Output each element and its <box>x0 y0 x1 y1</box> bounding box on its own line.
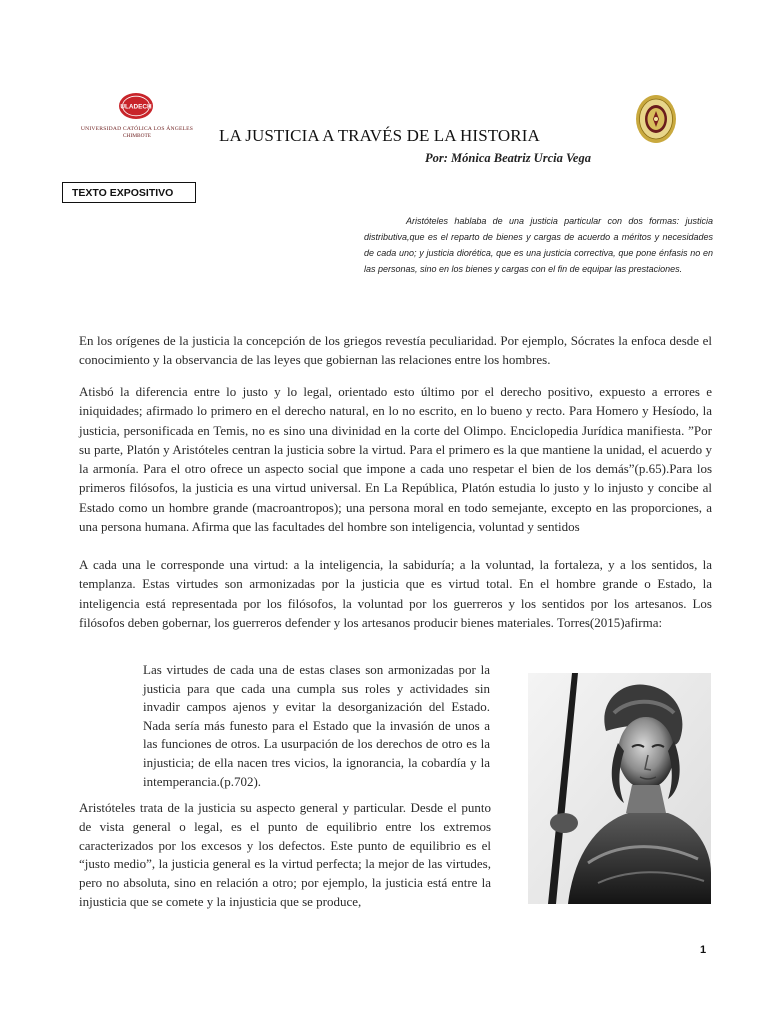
university-logo <box>78 92 196 146</box>
body-paragraph-1: En los orígenes de la justicia la concepción de los griegos revestía peculiaridad. Por ejemplo, Sócrates la enfoca desde el conocimiento y la observancia de las leyes que gobiernan las relaciones entre los hombres. <box>79 333 712 368</box>
body-paragraph-2: Atisbó la diferencia entre lo justo y lo legal, orientado esto último por el derecho positivo, expuesto a errores e iniquidades; afirmado lo primero en el derecho natural, en lo no escrito, en lo bueno y recto. Para Homero y Hesíodo, la justicia, personificada en Temis, no es sino una divinidad en la corte del Olimpo. Enciclopedia Jurídica manifiesta. ”Por su parte, Platón y Aristóteles centran la justicia sobre la virtud. Para el primero es la que mantiene la unidad, el acuerdo y la armonía. Para el otro ofrece un aspecto social que impone a cada uno respetar el bien de los demás”(p.65).Para los primeros filósofos, la justicia es una virtud universal. En La República, Platón estudia lo justo y lo injusto y concibe al Estado como un hombre grande (macroantropos); una persona moral en todo semejante, excepto en las proporciones, a una persona humana. Afirma que las facultades del hombre son inteligencia, voluntad y sentidos <box>79 384 712 535</box>
body-paragraph-3: A cada una le corresponde una virtud: a la inteligencia, la sabiduría; a la voluntad, la fortaleza, y a los sentidos, la templanza. Estas virtudes son armonizadas por la justicia que es virtud total. En el hombre grande o Estado, la inteligencia está representada por los filósofos, la voluntad por los guerreros y los sentidos por los artesanos. Los filósofos deben gobernar, los guerreros defender y los artesanos producir bienes materiales. Torres(2015)afirma: <box>79 557 712 630</box>
block-quote: Las virtudes de cada una de estas clases son armonizadas por la justicia para que cada una cumpla sus roles y actividades sin invadir campos ajenos y evitar la desorganización del Estado. Nada sería más funesto para el Estado que la invasión de unos a las funciones de otros. La usurpación de los derechos de otro es la injusticia; de ella nacen tres vicios, la ignorancia, la cobardía y la intemperancia.(p.702). <box>143 662 490 789</box>
abstract-paragraph: Aristóteles hablaba de una justicia particular con dos formas: justicia distributiva,que es el reparto de bienes y cargas de acuerdo a méritos y necesidades de cada uno; y justicia diorética, que es una justicia correctiva, que pone énfasis no en las personas, sino en los bienes y cargas con el fin de equipar las prestaciones. <box>364 216 713 274</box>
uladech-emblem-icon <box>116 92 156 120</box>
university-city: CHIMBOTE <box>122 133 152 139</box>
justice-statue-image <box>528 673 711 904</box>
body-paragraph-4: Aristóteles trata de la justicia su aspecto general y particular. Desde el punto de vista general o legal, es el punto de equilibrio entre los extremos caracterizados por los excesos y los defectos. Este punto de equilibrio es el “justo medio”, la justicia general es la virtud perfecta; la mejor de las virtudes, pero no absoluta, sino en relación a otro; por ejemplo, la justicia está entre la injusticia que se comete y la injusticia que se produce, <box>79 800 491 909</box>
author-byline: Por: Mónica Beatriz Urcia Vega <box>425 151 591 165</box>
document-title: LA JUSTICIA A TRAVÉS DE LA HISTORIA <box>219 126 540 145</box>
seal-icon <box>634 94 678 144</box>
university-name: UNIVERSIDAD CATÓLICA LOS ÁNGELES <box>80 126 194 132</box>
genre-label: TEXTO EXPOSITIVO <box>62 182 196 203</box>
page-number: 1 <box>700 944 707 956</box>
svg-text:ULADECH: ULADECH <box>120 103 152 111</box>
